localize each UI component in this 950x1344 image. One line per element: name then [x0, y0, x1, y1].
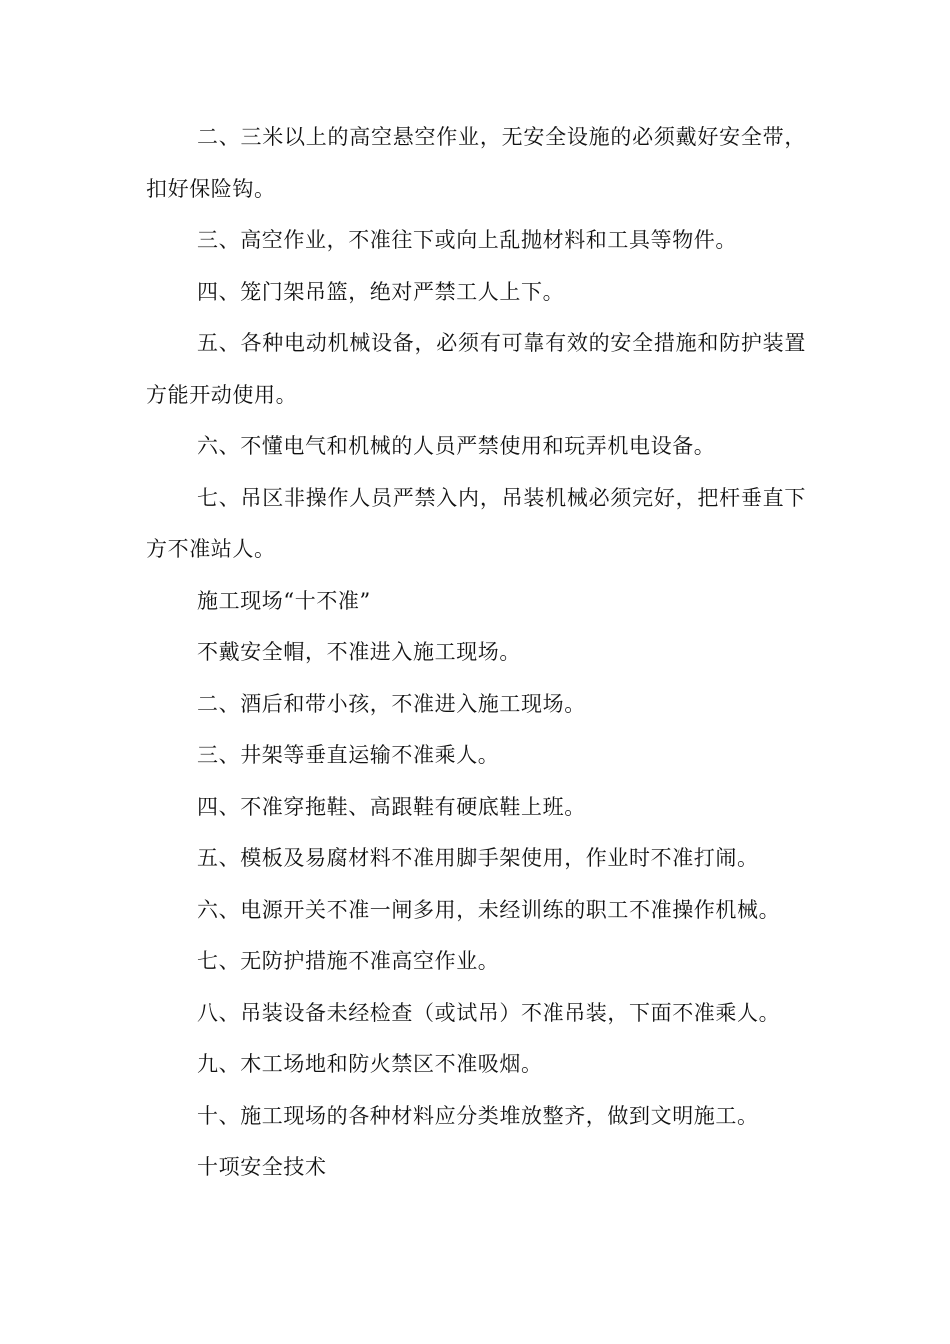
paragraph-safety-belt: 二、三米以上的高空悬空作业，无安全设施的必须戴好安全带，扣好保险钩。: [146, 125, 806, 201]
paragraph-hoist-passengers: 三、井架等垂直运输不准乘人。: [197, 743, 500, 767]
paragraph-no-smoking: 九、木工场地和防火禁区不准吸烟。: [197, 1052, 543, 1076]
paragraph-alcohol-children: 二、酒后和带小孩，不准进入施工现场。: [197, 691, 586, 716]
paragraph-helmet: 不戴安全帽，不准进入施工现场。: [197, 640, 521, 664]
section-heading-ten-prohibitions: 施工现场“十不准”: [197, 588, 371, 613]
paragraph-material-stacking: 十、施工现场的各种材料应分类堆放整齐，做到文明施工。: [197, 1103, 759, 1128]
paragraph-scaffold-materials: 五、模板及易腐材料不准用脚手架使用，作业时不准打闹。: [197, 846, 759, 870]
paragraph-power-switch: 六、电源开关不准一闸多用，未经训练的职工不准操作机械。: [197, 897, 781, 922]
paragraph-lifting-inspection: 八、吊装设备未经检查（或试吊）不准吊装，下面不准乘人。: [197, 1000, 781, 1025]
paragraph-cage-lift: 四、笼门架吊篮，绝对严禁工人上下。: [197, 279, 565, 304]
paragraph-fall-protection: 七、无防护措施不准高空作业。: [197, 949, 500, 973]
paragraph-no-throwing: 三、高空作业，不准往下或向上乱抛材料和工具等物件。: [197, 228, 737, 252]
paragraph-footwear: 四、不准穿拖鞋、高跟鞋有硬底鞋上班。: [197, 794, 586, 819]
section-heading-ten-safety-techniques: 十项安全技术: [197, 1155, 327, 1179]
document-body: [146, 112, 806, 1194]
paragraph-lifting-zone: 七、吊区非操作人员严禁入内，吊装机械必须完好，把杆垂直下方不准站人。: [146, 485, 806, 561]
paragraph-untrained-personnel: 六、不懂电气和机械的人员严禁使用和玩弄机电设备。: [197, 434, 716, 458]
paragraph-electric-machinery: 五、各种电动机械设备，必须有可靠有效的安全措施和防护装置方能开动使用。: [146, 331, 806, 407]
